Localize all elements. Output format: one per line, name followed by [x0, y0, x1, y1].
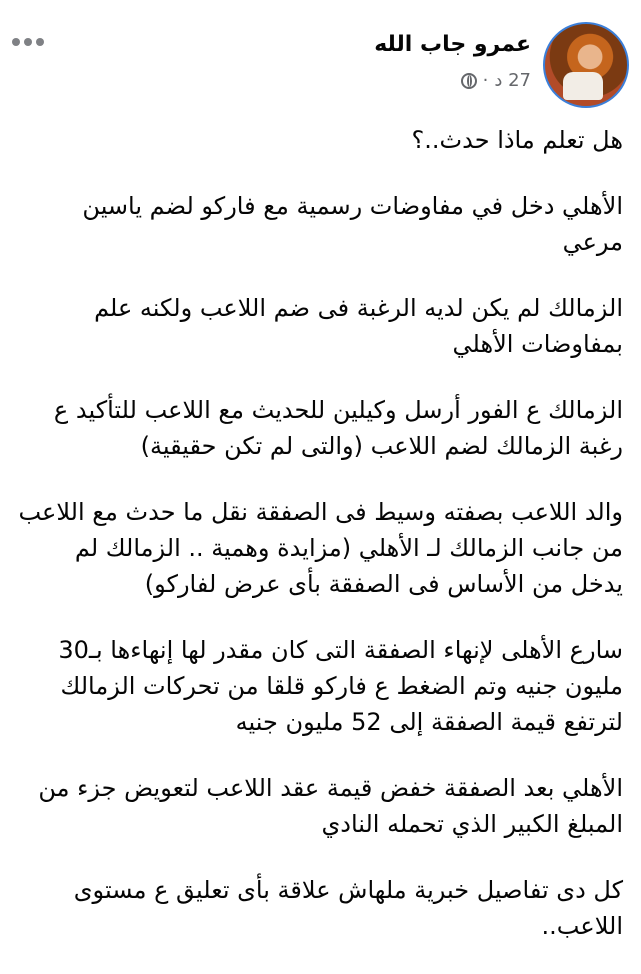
post-paragraph: الأهلي دخل في مفاوضات رسمية مع فاركو لضم ياسين مرعي — [82, 192, 623, 256]
post-paragraph: كل دى تفاصيل خبرية ملهاش علاقة بأى تعليق ع مستوى اللاعب.. — [73, 876, 623, 940]
post-paragraph: الزمالك ع الفور أرسل وكيلين للحديث مع اللاعب للتأكيد ع رغبة الزمالك لضم اللاعب (والتى لم تكن حقيقية) — [53, 396, 623, 460]
post-meta — [455, 70, 531, 91]
author-name[interactable]: عمرو جاب الله — [374, 32, 531, 57]
globe-icon[interactable] — [461, 73, 477, 89]
more-options-icon[interactable] — [12, 38, 44, 46]
dot-icon — [36, 38, 44, 46]
dot-icon — [24, 38, 32, 46]
meta-separator: · — [482, 70, 489, 91]
post-paragraph: هل تعلم ماذا حدث..؟ — [411, 126, 623, 154]
post-time[interactable]: 27 د — [494, 70, 531, 91]
post-header — [0, 0, 641, 110]
post-paragraph: والد اللاعب بصفته وسيط فى الصفقة نقل ما حدث مع اللاعب من جانب الزمالك لـ الأهلي (مزايدة وهمية .. الزمالك لم يدخل من الأساس فى الصفقة بأى عرض لفاركو) — [18, 498, 623, 598]
post-text — [18, 122, 623, 974]
avatar-figure — [563, 72, 603, 100]
post-paragraph: سارع الأهلى لإنهاء الصفقة التى كان مقدر لها إنهاءها بـ30 مليون جنيه وتم الضغط ع فاركو قلقا من تحركات الزمالك لترتفع قيمة الصفقة إلى 52 مليون جنيه — [58, 636, 623, 736]
avatar[interactable] — [543, 22, 629, 108]
dot-icon — [12, 38, 20, 46]
post-paragraph: الأهلي بعد الصفقة خفض قيمة عقد اللاعب لتعويض جزء من المبلغ الكبير الذي تحمله النادي — [38, 774, 623, 838]
post-paragraph: الزمالك لم يكن لديه الرغبة فى ضم اللاعب ولكنه علم بمفاوضات الأهلي — [94, 294, 623, 358]
